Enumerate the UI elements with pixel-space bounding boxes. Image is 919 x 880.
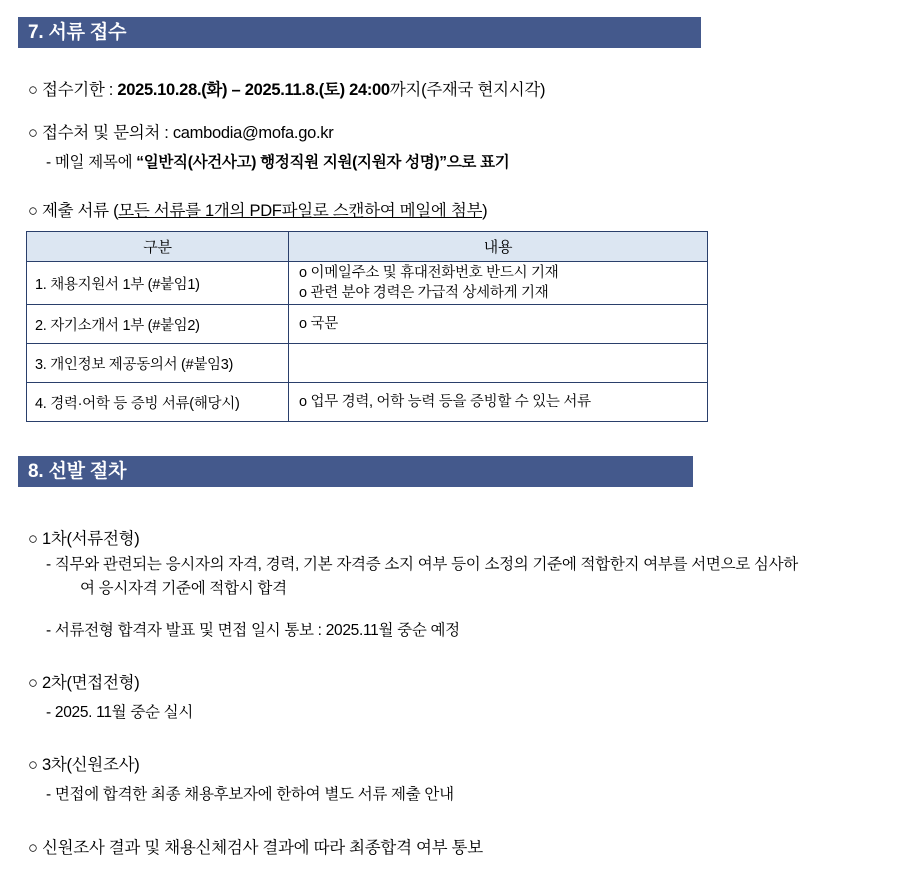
step-1-detail-c: - 서류전형 합격자 발표 및 면접 일시 통보 : 2025.11월 중순 예정 [46,622,460,639]
step-2-title: ○ 2차(면접전형) [28,674,140,692]
table-cell-label: 2. 자기소개서 1부 (#붙임2) [27,305,289,344]
table-cell-label: 4. 경력·어학 등 증빙 서류(해당시) [27,383,289,422]
step-1-detail-a [46,553,919,601]
section-heading-8: 8. 선발 절차 [18,456,693,487]
table-cell-label: 1. 채용지원서 1부 (#붙임1) [27,262,289,305]
table-cell-content [289,383,708,422]
table-header-content: 내용 [289,232,708,262]
documents-tail: ) [482,202,488,220]
deadline-label: ○ 접수기한 : [28,81,118,99]
mail-subject-format: “일반직(사건사고) 행정직원 지원(지원자 성명)” [136,154,447,171]
table-cell-content [289,262,708,305]
table-cell-label: 3. 개인정보 제공동의서 (#붙임3) [27,344,289,383]
table-header-row [27,232,708,262]
step-2-detail: - 2025. 11월 중순 실시 [46,704,194,721]
table-row [27,383,708,422]
step-3-detail: - 면접에 합격한 최종 채용후보자에 한하여 별도 서류 제출 안내 [46,786,454,803]
step-4-title: ○ 신원조사 결과 및 채용신체검사 결과에 따라 최종합격 여부 통보 [28,839,483,857]
table-cell-line: ο 이메일주소 및 휴대전화번호 반드시 기재 [299,265,559,281]
contact-line: ○ 접수처 및 문의처 : cambodia@mofa.go.kr [28,124,334,142]
table-row [27,305,708,344]
section-heading-7: 7. 서류 접수 [18,17,701,48]
step-1-detail-line2: 여 응시자격 기준에 적합시 합격 [80,580,287,597]
documents-prefix: ○ 제출 서류 ( [28,202,119,220]
table-row [27,262,708,305]
table-row [27,344,708,383]
step-1-detail-line1: - 직무와 관련되는 응시자의 자격, 경력, 기본 자격증 소지 여부 등이 소정의 기준에 적합한지 여부를 서면으로 심사하 [46,556,798,573]
deadline-tail: 까지(주재국 현지시각) [389,81,546,99]
mail-subject-line [46,151,509,175]
table-cell-content [289,305,708,344]
table-cell-line: ο 관련 분야 경력은 가급적 상세하게 기재 [299,285,549,301]
deadline-line [28,78,545,102]
step-3-title: ○ 3차(신원조사) [28,756,140,774]
table-header-category: 구분 [27,232,289,262]
table-cell-line: ο 업무 경력, 어학 능력 등을 증빙할 수 있는 서류 [299,394,591,410]
table-cell-content [289,344,708,383]
table-cell-line: ο 국문 [299,316,338,332]
documents-note: 모든 서류를 1개의 PDF파일로 스캔하여 메일에 첨부 [118,202,483,220]
mail-subject-prefix: - 메일 제목에 [46,154,137,171]
step-1-title: ○ 1차(서류전형) [28,530,140,548]
deadline-value: 2025.10.28.(화) – 2025.11.8.(토) 24:00 [117,81,390,99]
documents-table [26,231,708,422]
documents-line [28,199,487,223]
mail-subject-tail: 으로 표기 [446,154,510,171]
